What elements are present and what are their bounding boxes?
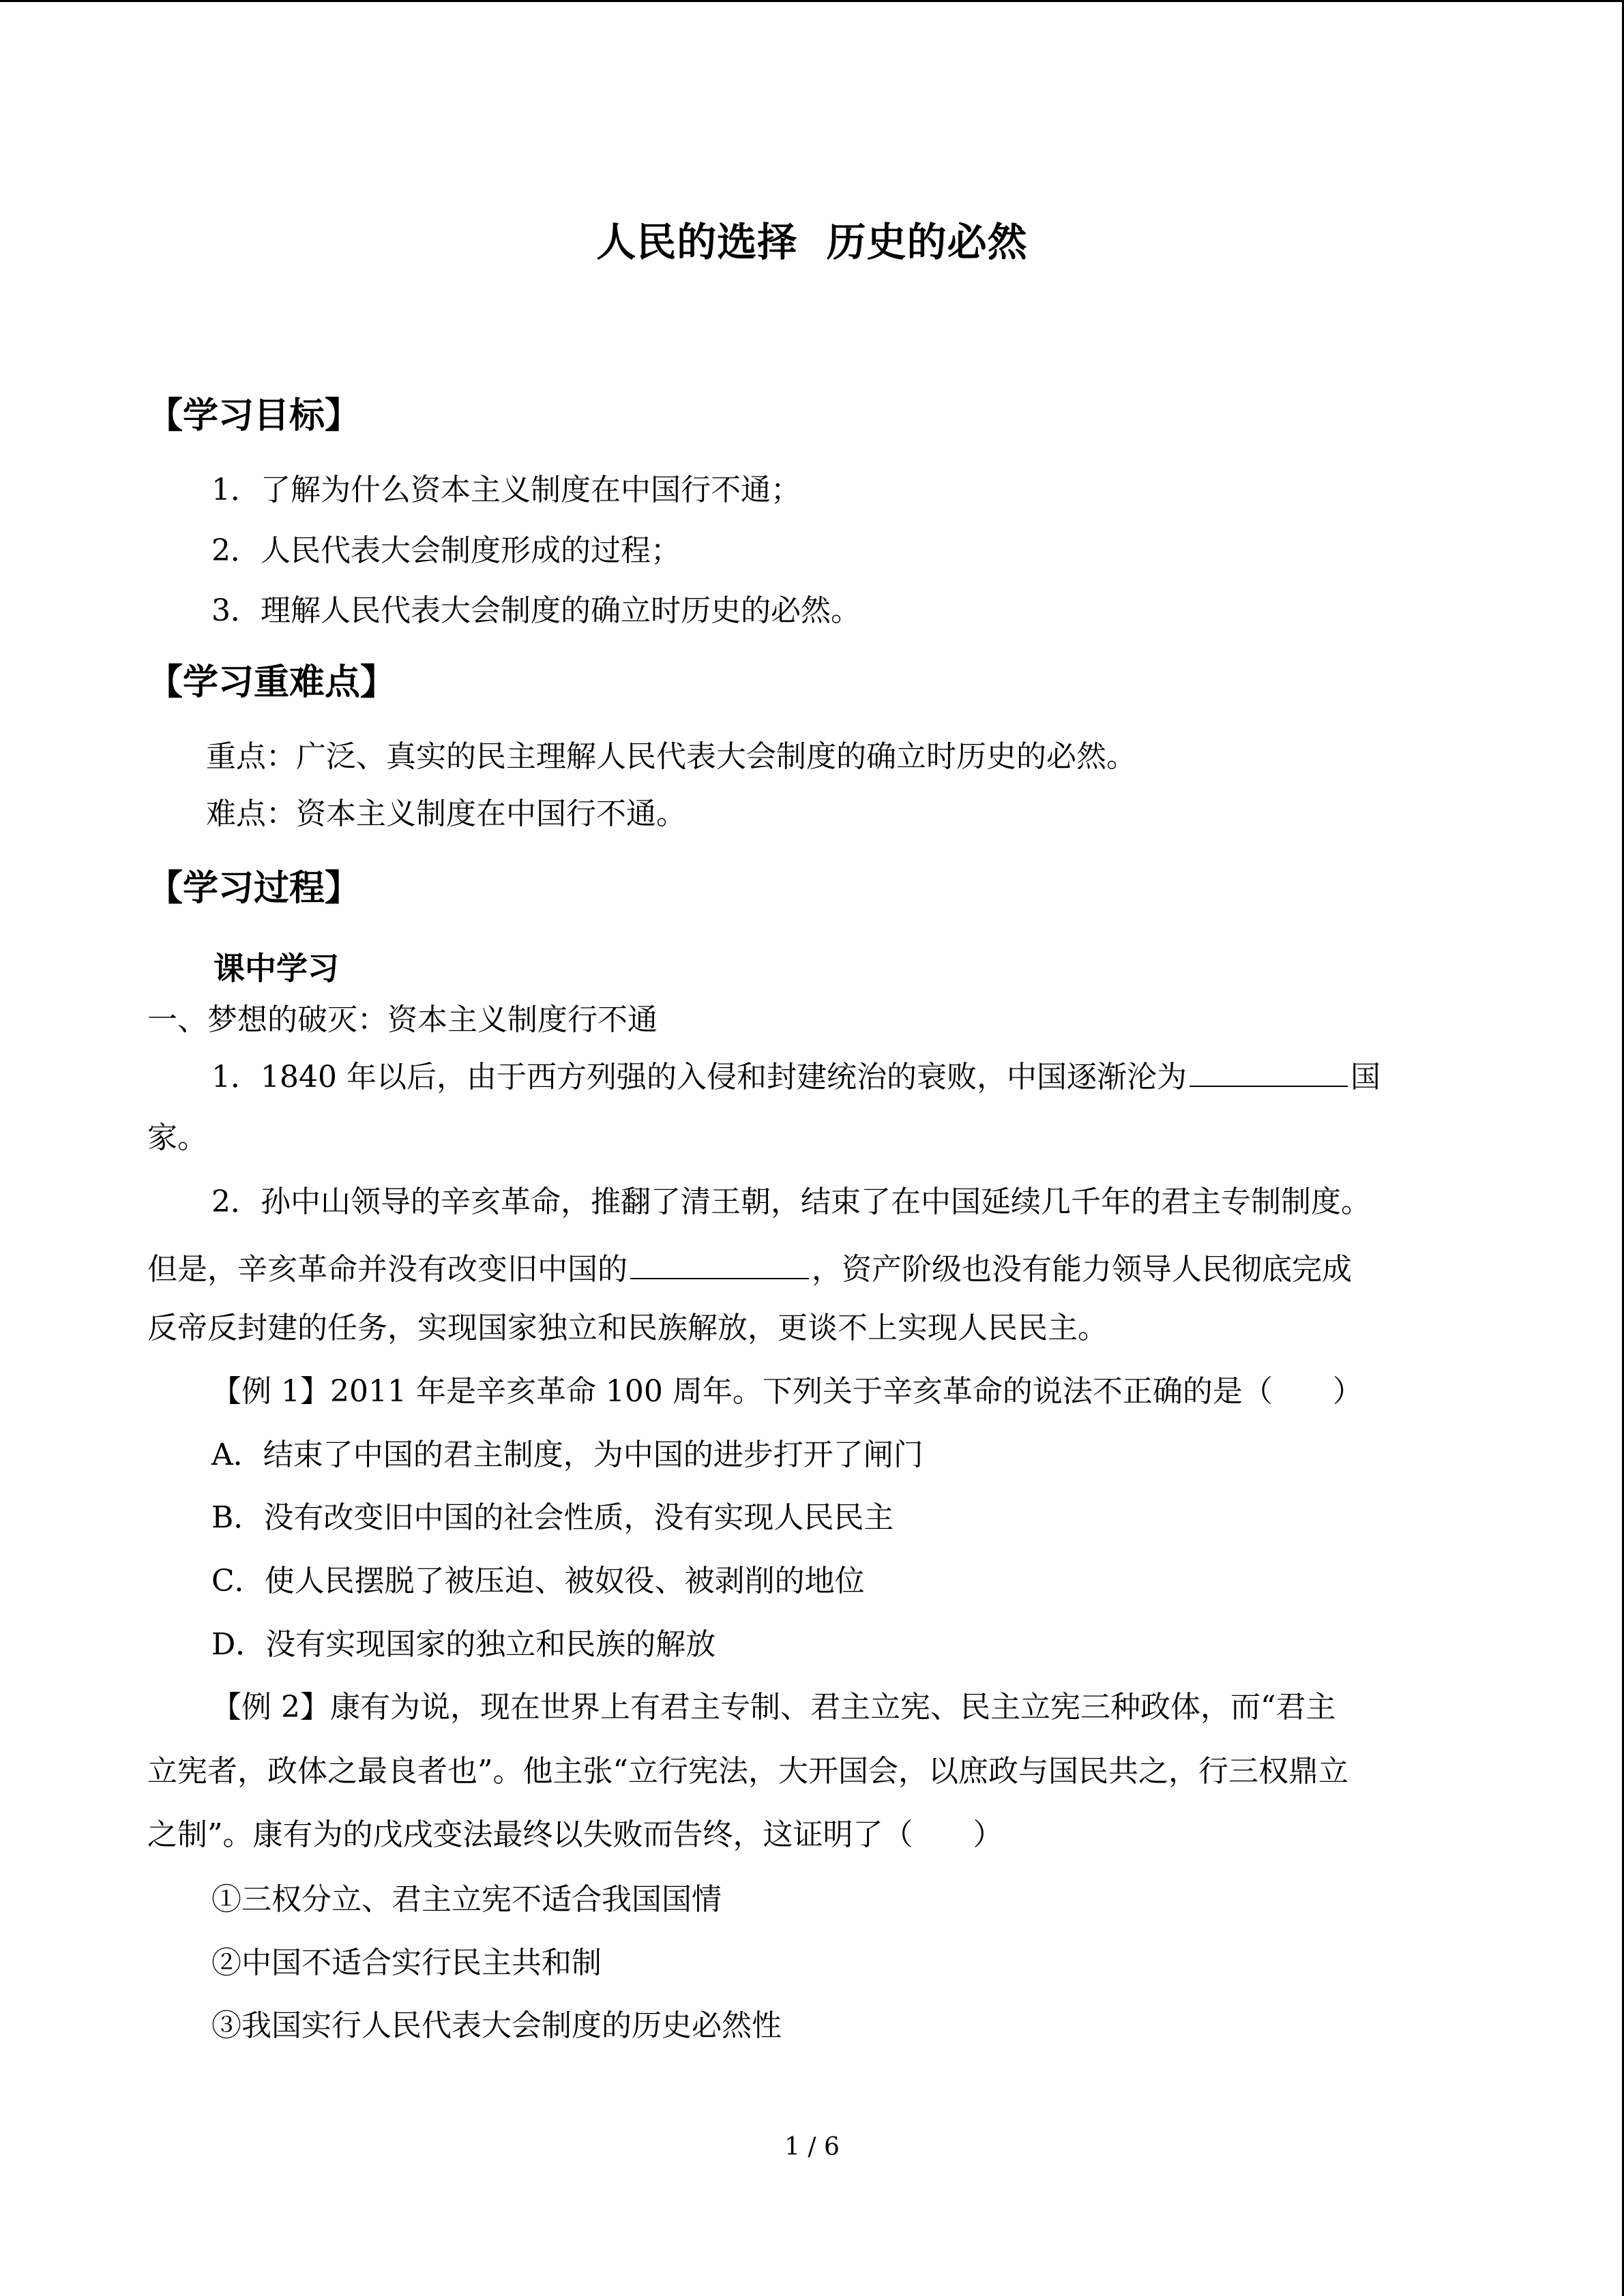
question-2-text-end: ，资产阶级也没有能力领导人民彻底完成 bbox=[812, 1252, 1352, 1287]
key-point-item: 重点：广泛、真实的民主理解人民代表大会制度的确立时历史的必然。 bbox=[206, 739, 1136, 774]
process-heading: 【学习过程】 bbox=[147, 868, 361, 909]
key-points-heading: 【学习重难点】 bbox=[147, 662, 396, 703]
question-1-text-end: 国 bbox=[1350, 1060, 1381, 1094]
objectives-heading: 【学习目标】 bbox=[147, 396, 361, 436]
objective-item-3: 3．理解人民代表大会制度的确立时历史的必然。 bbox=[211, 593, 861, 628]
question-1-blank bbox=[1190, 1056, 1348, 1087]
question-2-line-1: 2．孙中山领导的辛亥革命，推翻了清王朝，结束了在中国延续几千年的君主专制制度。 bbox=[211, 1184, 1371, 1219]
example-2-line-2: 立宪者，政体之最良者也”。他主张“立行宪法，大开国会，以庶政与国民共之，行三权鼎立 bbox=[147, 1754, 1348, 1789]
example-2-line-3: 之制”。康有为的戊戌变法最终以失败而告终，这证明了（ ） bbox=[147, 1817, 1003, 1852]
objective-item-2: 2．人民代表大会制度形成的过程； bbox=[211, 533, 681, 568]
document-title: 人民的选择 历史的必然 bbox=[596, 219, 1028, 265]
example-1-option-a: A．结束了中国的君主制度，为中国的进步打开了闸门 bbox=[211, 1437, 924, 1472]
in-class-subheading: 课中学习 bbox=[213, 950, 339, 987]
example-2-option-2: ②中国不适合实行民主共和制 bbox=[211, 1945, 602, 1980]
objective-item-1: 1．了解为什么资本主义制度在中国行不通； bbox=[211, 473, 801, 507]
question-2-text: 但是，辛亥革命并没有改变旧中国的 bbox=[147, 1252, 628, 1287]
example-2-line-1: 【例 2】康有为说，现在世界上有君主专制、君主立宪、民主立宪三种政体，而“君主 bbox=[211, 1690, 1336, 1725]
page-number: 1 / 6 bbox=[784, 2133, 840, 2161]
question-2-line-3: 反帝反封建的任务，实现国家独立和民族解放，更谈不上实现人民民主。 bbox=[147, 1311, 1108, 1345]
question-1-line-2: 家。 bbox=[147, 1120, 207, 1155]
example-1-option-b: B．没有改变旧中国的社会性质，没有实现人民民主 bbox=[211, 1500, 894, 1535]
page-border-top bbox=[0, 0, 1624, 2]
question-1-text: 1．1840 年以后，由于西方列强的入侵和封建统治的衰败，中国逐渐沦为 bbox=[211, 1060, 1187, 1094]
example-1-option-d: D．没有实现国家的独立和民族的解放 bbox=[211, 1627, 716, 1662]
question-2-line-2 bbox=[147, 1248, 1352, 1288]
example-2-option-1: ①三权分立、君主立宪不适合我国国情 bbox=[211, 1882, 722, 1917]
difficult-point-item: 难点：资本主义制度在中国行不通。 bbox=[206, 796, 686, 831]
question-1-line-1 bbox=[211, 1056, 1381, 1096]
example-2-option-3: ③我国实行人民代表大会制度的历史必然性 bbox=[211, 2008, 782, 2043]
part1-title: 一、梦想的破灭：资本主义制度行不通 bbox=[147, 1002, 658, 1037]
example-1-stem: 【例 1】2011 年是辛亥革命 100 周年。下列关于辛亥革命的说法不正确的是（ ） bbox=[211, 1374, 1363, 1409]
example-1-option-c: C．使人民摆脱了被压迫、被奴役、被剥削的地位 bbox=[211, 1564, 865, 1598]
question-2-blank bbox=[630, 1248, 809, 1279]
